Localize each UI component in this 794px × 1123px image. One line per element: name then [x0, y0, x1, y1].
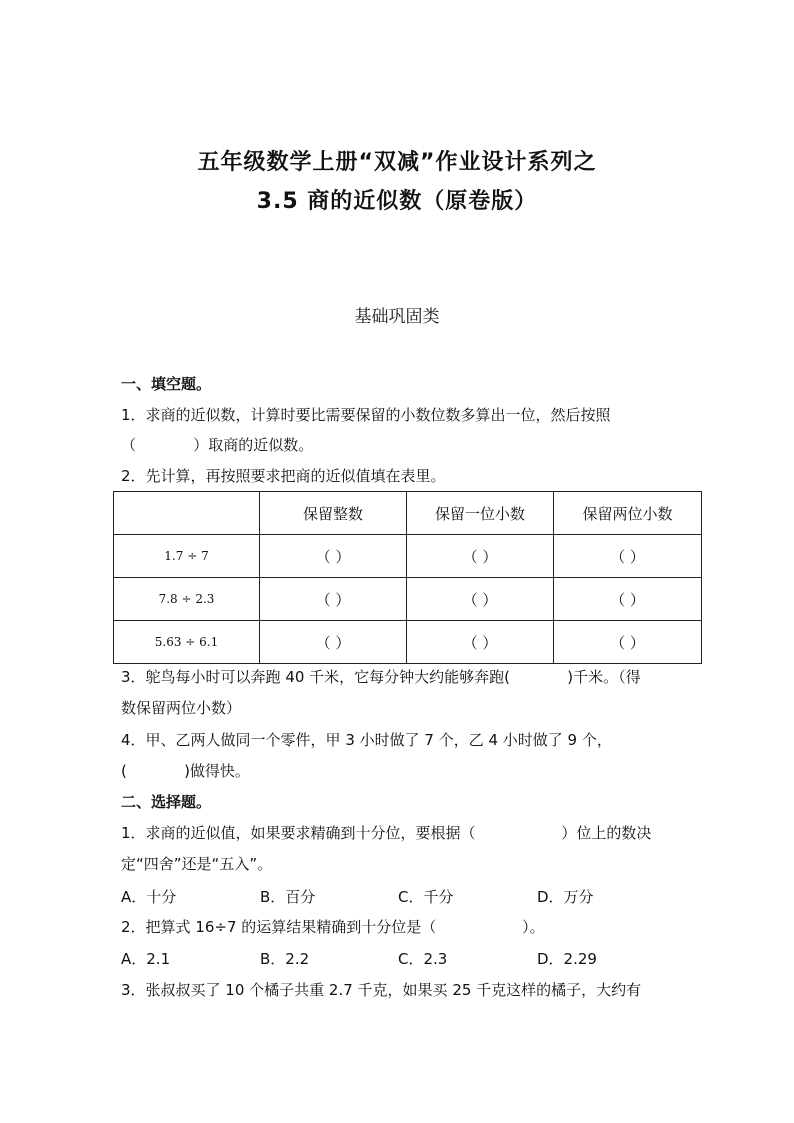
table-row — [114, 621, 702, 664]
document-title-line1: 五年级数学上册“双减”作业设计系列之 — [197, 150, 597, 175]
part1-q3-line2: 数保留两位小数） — [121, 699, 242, 717]
option-b[interactable]: B．百分 — [260, 888, 316, 906]
answer-blank[interactable]: （ ） — [554, 621, 702, 664]
option-c[interactable]: C．千分 — [398, 888, 454, 906]
table-expression: 7.8 ÷ 2.3 — [114, 578, 260, 621]
table-expression: 1.7 ÷ 7 — [114, 535, 260, 578]
answer-blank[interactable]: （ ） — [407, 621, 554, 664]
table-header: 保留一位小数 — [407, 492, 554, 535]
table-header: 保留两位小数 — [554, 492, 702, 535]
answer-blank[interactable]: （ ） — [554, 578, 702, 621]
option-b[interactable]: B．2.2 — [260, 950, 310, 968]
part1-q2-line1: 2．先计算，再按照要求把商的近似值填在表里。 — [121, 467, 446, 485]
option-a[interactable]: A．2.1 — [121, 950, 171, 968]
option-c[interactable]: C．2.3 — [398, 950, 448, 968]
answer-blank[interactable]: （ ） — [260, 535, 407, 578]
option-d[interactable]: D．万分 — [537, 888, 594, 906]
table-row — [114, 535, 702, 578]
answer-blank[interactable]: （ ） — [260, 578, 407, 621]
answer-blank[interactable]: （ ） — [554, 535, 702, 578]
table-header: 保留整数 — [260, 492, 407, 535]
part2-q1-line1: 1．求商的近似值，如果要求精确到十分位，要根据（ ）位上的数决 — [121, 824, 652, 842]
part1-q3-line1: 3．鸵鸟每小时可以奔跑 40 千米，它每分钟大约能够奔跑( )千米。（得 — [121, 668, 641, 686]
table-header-row — [114, 492, 702, 535]
part2-heading: 二、选择题。 — [121, 793, 212, 811]
part2-q3-line1: 3．张叔叔买了 10 个橘子共重 2.7 千克，如果买 25 千克这样的橘子，大约有 — [121, 981, 642, 999]
document-title-line2: 3.5 商的近似数（原卷版） — [256, 189, 538, 214]
option-a[interactable]: A．十分 — [121, 888, 177, 906]
approximation-table — [113, 491, 702, 664]
part1-q1-line2: （ ）取商的近似数。 — [121, 436, 314, 454]
part2-q1-line2: 定“四舍”还是“五入”。 — [121, 855, 273, 873]
answer-blank[interactable]: （ ） — [260, 621, 407, 664]
table-header — [114, 492, 260, 535]
table-expression: 5.63 ÷ 6.1 — [114, 621, 260, 664]
part1-heading: 一、填空题。 — [121, 375, 212, 393]
section-title: 基础巩固类 — [354, 307, 440, 327]
part2-q2-line1: 2．把算式 16÷7 的运算结果精确到十分位是（ ）。 — [121, 918, 545, 936]
table-row — [114, 578, 702, 621]
answer-blank[interactable]: （ ） — [407, 578, 554, 621]
answer-blank[interactable]: （ ） — [407, 535, 554, 578]
part1-q1-line1: 1．求商的近似数，计算时要比需要保留的小数位数多算出一位，然后按照 — [121, 406, 611, 424]
part1-q4-line2: ( )做得快。 — [121, 762, 250, 780]
option-d[interactable]: D．2.29 — [537, 950, 597, 968]
part1-q4-line1: 4．甲、乙两人做同一个零件，甲 3 小时做了 7 个，乙 4 小时做了 9 个， — [121, 731, 612, 749]
